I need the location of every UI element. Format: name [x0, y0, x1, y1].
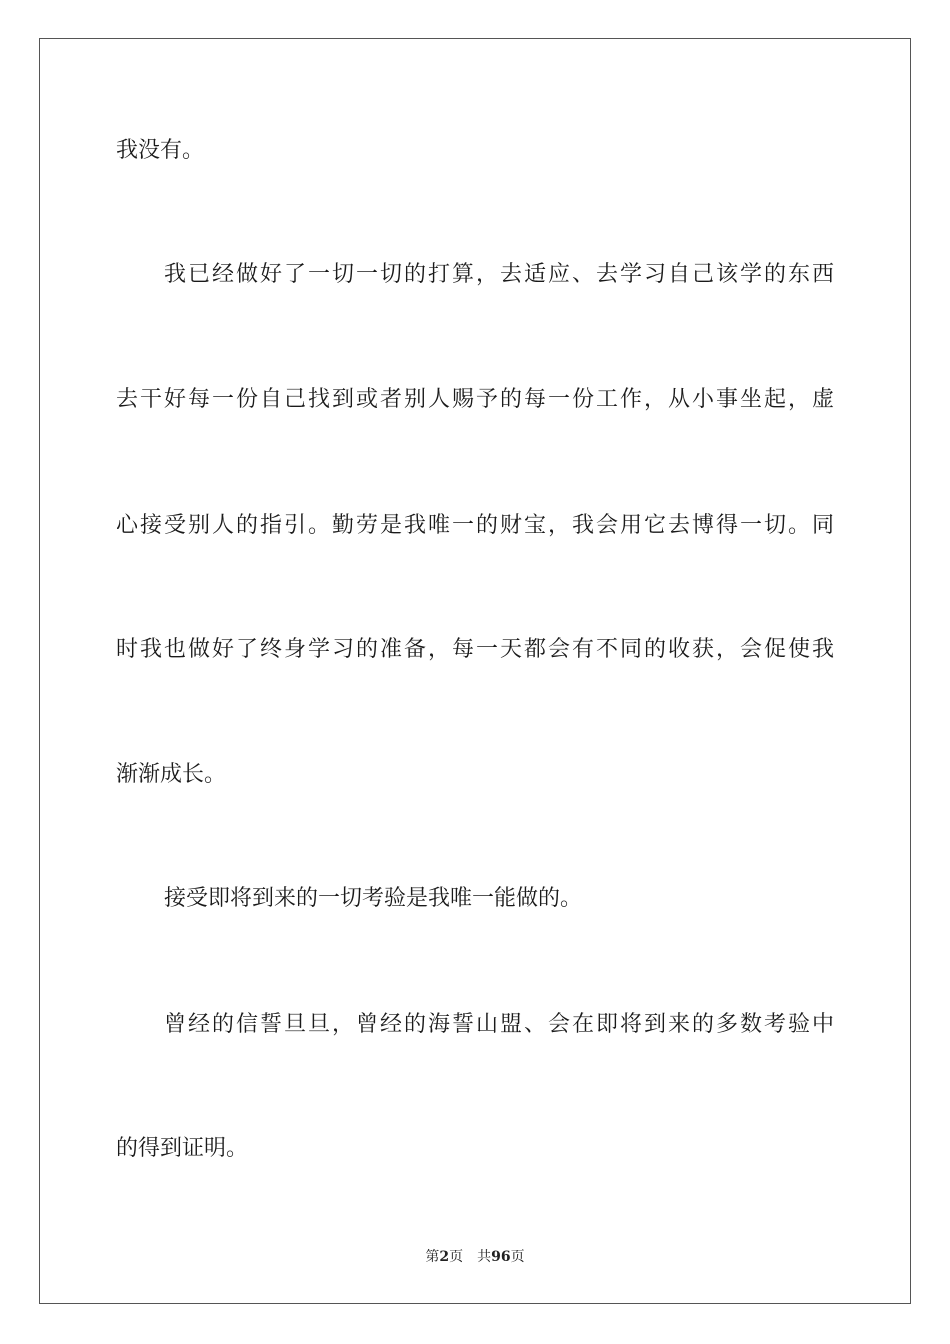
page-suffix: 页	[449, 1249, 464, 1265]
text-line: 我已经做好了一切一切的打算，去适应、去学习自己该学的东西	[164, 262, 834, 287]
page-footer	[0, 1248, 950, 1266]
total-pages: 96	[491, 1249, 511, 1265]
text-line: 的得到证明。	[116, 1136, 249, 1161]
text-line: 时我也做好了终身学习的准备，每一天都会有不同的收获，会促使我	[116, 637, 834, 662]
page-number: 2	[439, 1249, 450, 1265]
text-line: 渐渐成长。	[116, 762, 227, 787]
total-prefix: 共	[477, 1249, 492, 1265]
page-border	[39, 38, 911, 1304]
text-line: 去干好每一份自己找到或者别人赐予的每一份工作，从小事坐起，虚	[116, 387, 834, 412]
text-line: 我没有。	[116, 138, 205, 163]
total-suffix: 页	[510, 1249, 525, 1265]
text-line: 接受即将到来的一切考验是我唯一能做的。	[164, 886, 583, 911]
text-line: 曾经的信誓旦旦，曾经的海誓山盟、会在即将到来的多数考验中	[164, 1012, 834, 1037]
text-line: 心接受别人的指引。勤劳是我唯一的财宝，我会用它去博得一切。同	[116, 513, 834, 538]
page-prefix: 第	[425, 1249, 440, 1265]
